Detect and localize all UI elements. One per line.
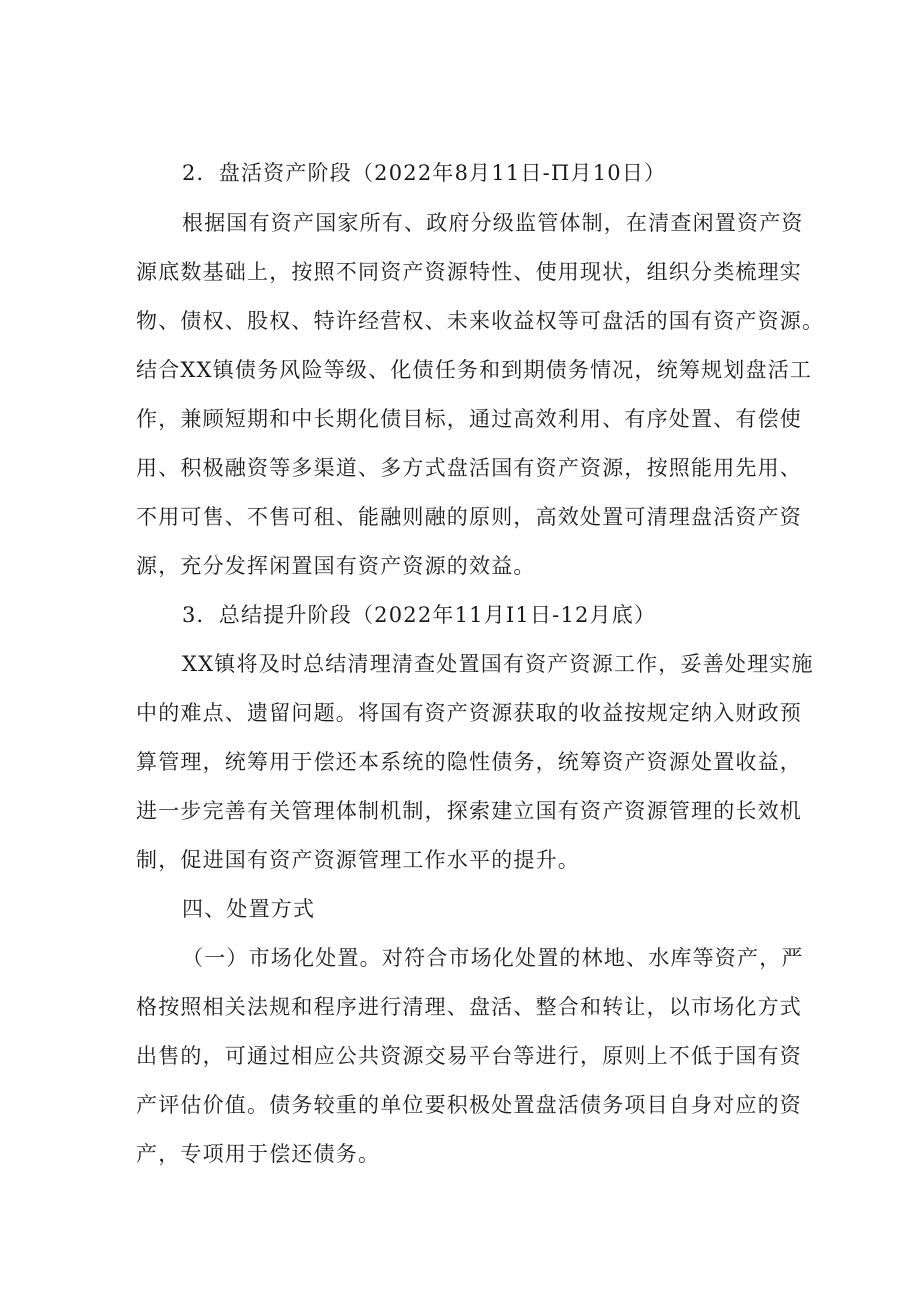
paragraph-line: 算管理，统筹用于偿还本系统的隐性债务，统筹资产资源处置收益， bbox=[136, 750, 802, 774]
paragraph-line: 根据国有资产国家所有、政府分级监管体制，在清查闲置资产资 bbox=[182, 211, 804, 235]
paragraph-line: 作，兼顾短期和中长期化债目标，通过高效利用、有序处置、有偿使 bbox=[136, 407, 802, 431]
paragraph-line: 源底数基础上，按照不同资产资源特性、使用现状，组织分类梳理实 bbox=[136, 260, 802, 284]
paragraph-line: 源，充分发挥闲置国有资产资源的效益。 bbox=[136, 554, 536, 578]
paragraph-line: 物、债权、股权、特许经营权、未来收益权等可盘活的国有资产资源。 bbox=[136, 309, 825, 333]
paragraph-line: 产，专项用于偿还债务。 bbox=[136, 1142, 381, 1166]
stage-3-heading: 3．总结提升阶段（2022年11月I1日-12月底） bbox=[182, 603, 657, 627]
paragraph-line: 不用可售、不售可租、能融则融的原则，高效处置可清理盘活资产资 bbox=[136, 505, 802, 529]
paragraph-line: 制，促进国有资产资源管理工作水平的提升。 bbox=[136, 848, 580, 872]
paragraph-line: 出售的，可通过相应公共资源交易平台等进行，原则上不低于国有资 bbox=[136, 1044, 802, 1068]
stage-2-heading: 2．盘活资产阶段（2022年8月11日-Π月10日） bbox=[182, 161, 667, 185]
paragraph-line: 中的难点、遗留问题。将国有资产资源获取的收益按规定纳入财政预 bbox=[136, 701, 802, 725]
paragraph-line: XX镇将及时总结清理清查处置国有资产资源工作，妥善处理实施 bbox=[182, 652, 814, 676]
paragraph-line: 格按照相关法规和程序进行清理、盘活、整合和转让，以市场化方式 bbox=[136, 995, 802, 1019]
paragraph-line: （一）市场化处置。对符合市场化处置的林地、水库等资产，严 bbox=[182, 946, 804, 970]
paragraph-line: 产评估价值。债务较重的单位要积极处置盘活债务项目自身对应的资 bbox=[136, 1093, 802, 1117]
section-heading: 四、处置方式 bbox=[182, 897, 316, 921]
paragraph-line: 进一步完善有关管理体制机制，探索建立国有资产资源管理的长效机 bbox=[136, 799, 802, 823]
paragraph-line: 结合XX镇债务风险等级、化债任务和到期债务情况，统筹规划盘活工 bbox=[136, 358, 813, 382]
paragraph-line: 用、积极融资等多渠道、多方式盘活国有资产资源，按照能用先用、 bbox=[136, 456, 802, 480]
